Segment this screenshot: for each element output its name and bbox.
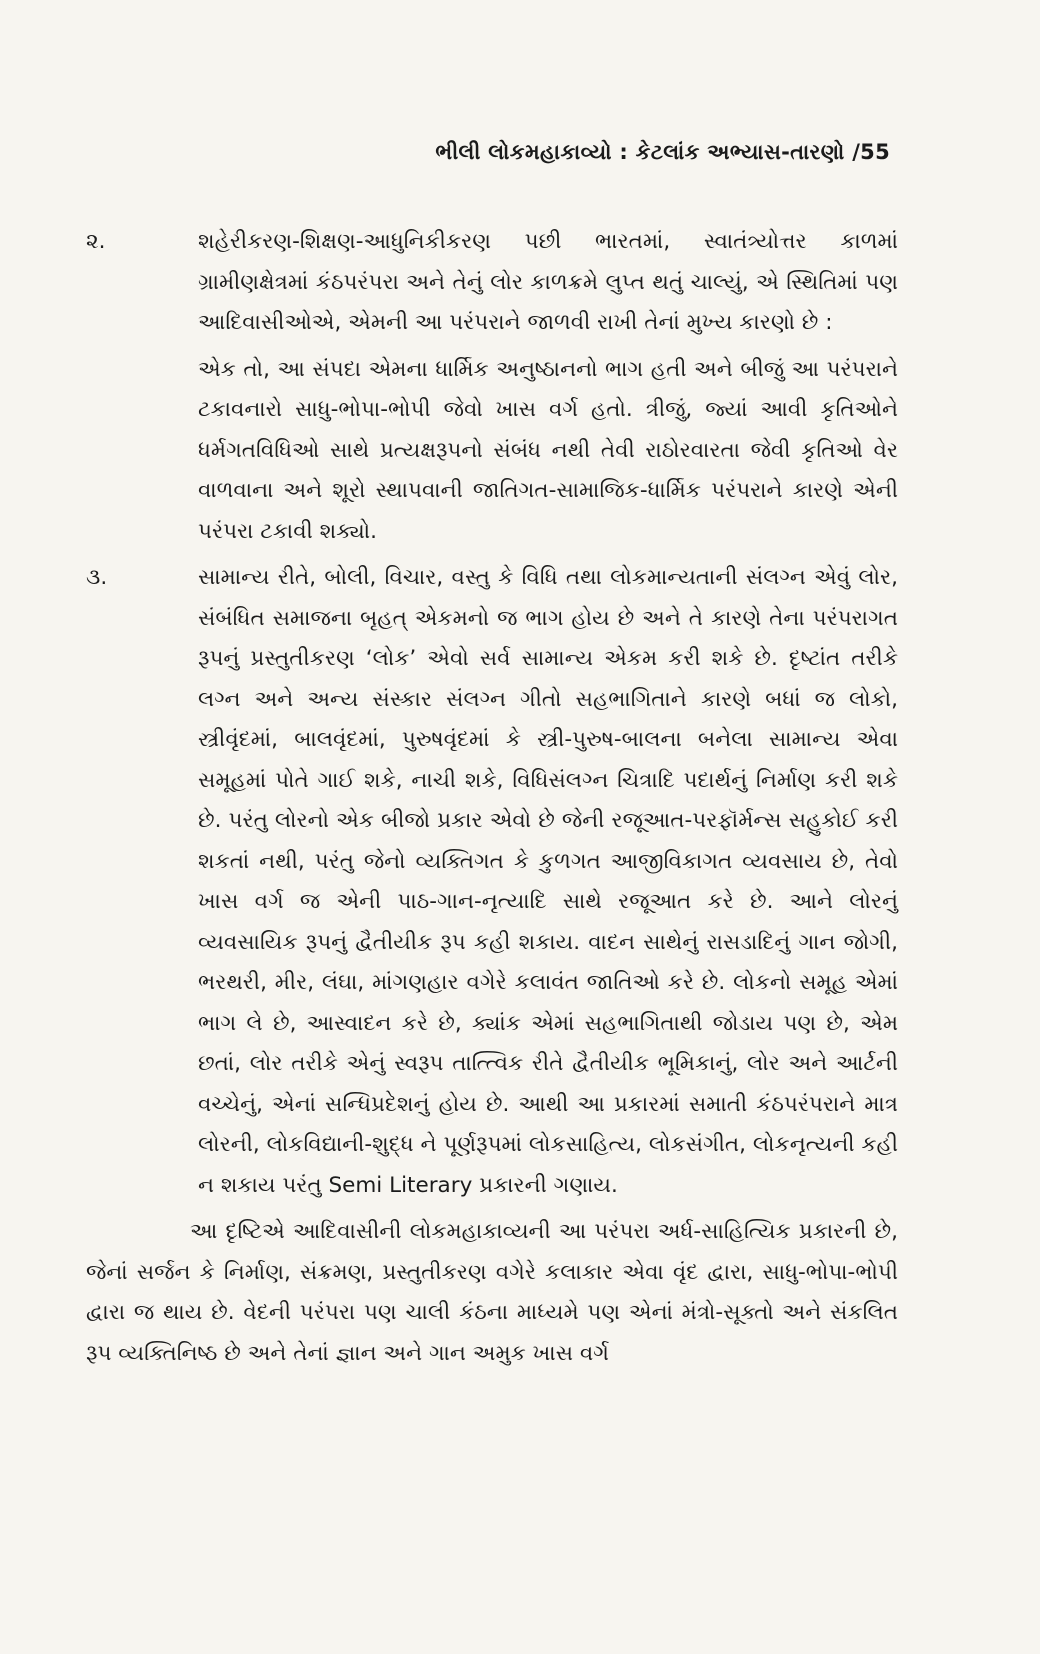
list-item-3: [86, 558, 898, 1206]
paragraph: એક તો, આ સંપદા એમના ધાર્મિક અનુષ્ઠાનનો ભાગ હતી અને બીજું આ પરંપરાને ટકાવનારો સાધુ-ભોપા-ભોપી જેવો ખાસ વર્ગ હતો. ત્રીજું, જ્યાં આવી કૃતિઓને ધર્મગતવિધિઓ સાથે પ્રત્યક્ષરૂપનો સંબંધ નથી તેવી રાઠોરવારતા જેવી કૃતિઓ વેર વાળવાના અને શૂરો સ્થાપવાની જાતિગત-સામાજિક-ધાર્મિક પરંપરાને કારણે એની પરંપરા ટકાવી શક્યો.: [198, 356, 898, 544]
paragraph: શહેરીકરણ-શિક્ષણ-આધુનિકીકરણ પછી ભારતમાં, સ્વાતંત્ર્યોત્તર કાળમાં ગ્રામીણક્ષેત્રમાં કંઠપરંપરા અને તેનું લોર કાળક્રમે લુપ્ત થતું ચાલ્યું, એ સ્થિતિમાં પણ આદિવાસીઓએ, એમની આ પરંપરાને જાળવી રાખી તેનાં મુખ્ય કારણો છે :: [198, 229, 898, 335]
running-header: [435, 140, 890, 165]
body-text: [86, 222, 898, 1374]
item-number: ૩.: [86, 565, 108, 590]
closing-paragraph: આ દૃષ્ટિએ આદિવાસીની લોકમહાકાવ્યની આ પરંપરા અર્ધ-સાહિત્યિક પ્રકારની છે, જેનાં સર્જન કે નિર્માણ, સંક્રમણ, પ્રસ્તુતીકરણ વગેરે કલાકાર એવા વૃંદ દ્વારા, સાધુ-ભોપા-ભોપી દ્વારા જ થાય છે. વેદની પરંપરા પણ ચાલી કંઠના માધ્યમે પણ એનાં મંત્રો-સૂક્તો અને સંકલિત રૂપ વ્યક્તિનિષ્ઠ છે અને તેનાં જ્ઞાન અને ગાન અમુક ખાસ વર્ગ: [86, 1219, 898, 1366]
header-separator: /: [844, 140, 861, 164]
paragraph: સામાન્ય રીતે, બોલી, વિચાર, વસ્તુ કે વિધિ તથા લોકમાન્યતાની સંલગ્ન એવું લોર, સંબંધિત સમાજના બૃહત્ એકમનો જ ભાગ હોય છે અને તે કારણે તેના પરંપરાગત રૂપનું પ્રસ્તુતીકરણ ‘લોક’ એવો સર્વ સામાન્ય એકમ કરી શકે છે. દૃષ્ટાંત તરીકે લગ્ન અને અન્ય સંસ્કાર સંલગ્ન ગીતો સહભાગિતાને કારણે બધાં જ લોકો, સ્ત્રીવૃંદમાં, બાલવૃંદમાં, પુરુષવૃંદમાં કે સ્ત્રી-પુરુષ-બાલના બનેલા સામાન્ય એવા સમૂહમાં પોતે ગાઈ શકે, નાચી શકે, વિધિસંલગ્ન ચિત્રાદિ પદાર્થનું નિર્માણ કરી શકે છે. પરંતુ લોરનો એક બીજો પ્રકાર એવો છે જેની રજૂઆત-પરફૉર્મન્સ સહુકોઈ કરી શકતાં નથી, પરંતુ જેનો વ્યક્તિગત કે કુળગત આજીવિકાગત વ્યવસાય છે, તેવો ખાસ વર્ગ જ એની પાઠ-ગાન-નૃત્યાદિ સાથે રજૂઆત કરે છે. આને લોરનું વ્યવસાયિક રૂપનું દ્વૈતીયીક રૂપ કહી શકાય. વાદન સાથેનું રાસડાદિનું ગાન જોગી, ભરથરી, મીર, લંઘા, માંગણહાર વગેરે કલાવંત જાતિઓ કરે છે. લોકનો સમૂહ એમાં ભાગ લે છે, આસ્વાદન કરે છે, ક્યાંક એમાં સહભાગિતાથી જોડાય પણ છે, એમ છતાં, લોર તરીકે એનું સ્વરૂપ તાત્ત્વિક રીતે દ્વૈતીયીક ભૂમિકાનું, લોર અને આર્ટની વચ્ચેનું, એનાં સન્ધિપ્રદેશનું હોય છે. આથી આ પ્રકારમાં સમાતી કંઠપરંપરાને માત્ર લોરની, લોકવિદ્યાની-શુદ્ધ ને પૂર્ણરૂપમાં લોકસાહિત્ય, લોકસંગીત, લોકનૃત્યની કહી ન શકાય પરંતુ Semi Literary પ્રકારની ગણાય.: [198, 565, 898, 1198]
running-title: ભીલી લોકમહાકાવ્યો : કેટલાંક અભ્યાસ-તારણો: [435, 140, 845, 164]
item-body: [198, 558, 898, 1206]
list-item-2: [86, 222, 898, 552]
page-number: 55: [860, 140, 890, 164]
item-body: [198, 222, 898, 552]
item-number: ૨.: [86, 229, 106, 254]
